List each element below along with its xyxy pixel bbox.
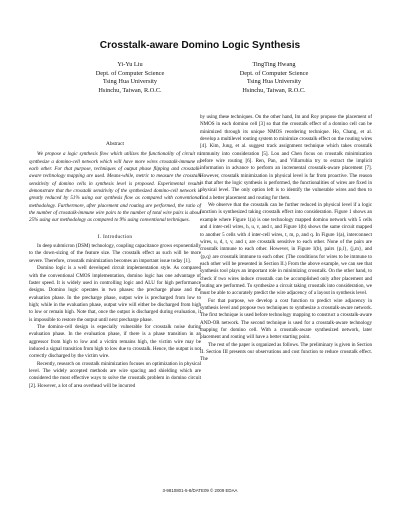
right-column: [200, 114, 372, 364]
abstract-heading: Abstract: [106, 141, 124, 147]
body-paragraph: by using these techniques. On the other hand, Im and Roy propose the placement of NMOS in each domino cell [3] so that the crosstalk effect of a domino cell can be minimized through its unique NMOS reordering technique. Ho, Chang, et al. develop a multilevel routing system to minimize crosstalk effect on the routing wires [4]. Kim, Jung, et al. suggest track assignment technique which takes crosstalk immunity into consideration [5]. Lou and Chen focus on crosstalk minimization before wire routing [6]. Ren, Pan, and Villarrubia try to extract the implicit information in advance to perform an incremental crosstalk-aware placement [7]. However, crosstalk minimization in physical level is far from proactive. The reason is that after the logic synthesis is performed, the functionalities of wires are fixed in physical level. The only option left is to identify the vulnerable wires and then to find a better placement and routing for them.: [200, 114, 372, 201]
body-paragraph: The domino-cell design is especially vulnerable for crosstalk noise during evaluation phase. In the evaluation phase, if there is a phase transition in an aggressor from high to low and a victim remains high, the victim wire may be induced a signal transition from high to low due to crosstalk. Hence, the output is not correctly discharged by the victim wire.: [29, 323, 201, 360]
body-paragraph: Recently, research on crosstalk minimization focuses on optimization in physical level. The widely accepted methods are wire spacing and shielding which are considered the most effective ways to solve the crosstalk problem in domino circuit [2]. However, a lot of area overhead will be incurred: [29, 360, 201, 389]
author-block-2: [199, 61, 349, 95]
paper-title: Crosstalk-aware Domino Logic Synthesis: [99, 40, 301, 51]
author-dept: Dept. of Computer Science: [95, 69, 165, 77]
author-univ: Tsing Hua University: [102, 78, 158, 86]
section-heading-introduction: I. Introduction: [97, 233, 133, 240]
page-footer: 3-9810801-5-8/DATE09 © 2009 EDAA: [162, 488, 238, 493]
abstract-text: We propose a logic synthesis flow which utilizes the functionality of circuit to synthesize a domino-cell network which will have more wires crosstalk-immune to each other. For that purpose, techniques of output phase flipping and crosstalk-aware technology mapping are used. Means-while, metric to measure the crosstalk sensitivity of domino cells in synthesis level is proposed. Experimental results demonstrate that the crosstalk sensitivity of the synthesized domino-cell network is greatly reduced by 51% using our synthesis flow as compared with conventional methodology. Furthermore, after placement and routing are performed, the ratio of the number of crosstalk-immune wire pairs to the number of total wire pairs is about 25% using our methodology as compared to 9% using conventional techniques.: [29, 151, 201, 224]
body-paragraph: The rest of the paper is organized as follows. The preliminary is given in Section II. Section III presents our observations and cost function to reduce crosstalk effect. The: [200, 341, 372, 363]
author-dept: Dept. of Computer Science: [239, 69, 309, 77]
author-name: TingTing Hwang: [252, 61, 296, 68]
left-column: [29, 114, 201, 390]
author-block-1: [55, 61, 205, 95]
author-location: Hsinchu, Taiwan, R.O.C.: [98, 86, 162, 94]
body-paragraph: We observe that the crosstalk can be further reduced in physical level if a logic function is synthesized taking crosstalk effect into consideration. Figure 1 shows an example where Figure 1(a) is one technology mapped domino network with 5 cells and 4 inter-cell wires, h, u, v, and r, and Figure 1(b) shows the same circuit mapped to another 5 cells with 4 inter-cell wires, t, m, p, and q. In Figure 1(a), interconnect wires, u, d, t, v, and r, are crosstalk sensitive to each other. None of the pairs are crosstalk immune to each other. However, in Figure 1(b), pairs {p,l}, {j,m}, and {p,q} are crosstalk immune to each other. (The conditions for wires to be immune to each other will be presented in Section II.) From the above example, we can see that synthesis tool plays an important role in minimizing crosstalk. On the other hand, to check if two wires induce crosstalk can be accomplished only after placement and routing are performed. To synthesize a circuit taking crosstalk into consideration, we must be able to accurately predict the wire adjacency of a layout in synthesis level.: [200, 202, 372, 297]
author-location: Hsinchu, Taiwan, R.O.C.: [242, 86, 306, 94]
author-name: Yi-Yu Liu: [117, 61, 143, 68]
body-paragraph: In deep submicron (DSM) technology, coupling capacitance grows exponentially to the down-sizing of the feature size. The crosstalk effect as such will be more severe. Therefore, crosstalk minimization becomes an important issue today [1].: [29, 243, 201, 264]
body-paragraph: For that purpose, we develop a cost function to predict wire adjacency in synthesis level and propose two techniques to synthesize a crosstalk-aware network. The first technique is used before technology mapping to construct a crosstalk-aware AND-OR network. The second technique is used for a crosstalk-aware technology mapping for domino cell. With a crosstalk-aware synthesized network, later placement and routing will have a better starting point.: [200, 297, 372, 341]
author-univ: Tsing Hua University: [246, 78, 302, 86]
body-paragraph: Domino logic is a well developed circuit implementation style. As compared with the conventional CMOS implementation, domino logic has one advantage of faster speed. It is widely used in controlling logic and ALU for high performance designs. Domino logic operates in two phases: the precharge phase and the evaluation phase. In the precharge phase, output wire is precharged from low to high; while in the evaluation phase, output wire will either be discharged from high to low or remain high. Note that, once the output is discharged during evaluation, it is impossible to restore the output until next precharge phase.: [29, 265, 201, 323]
